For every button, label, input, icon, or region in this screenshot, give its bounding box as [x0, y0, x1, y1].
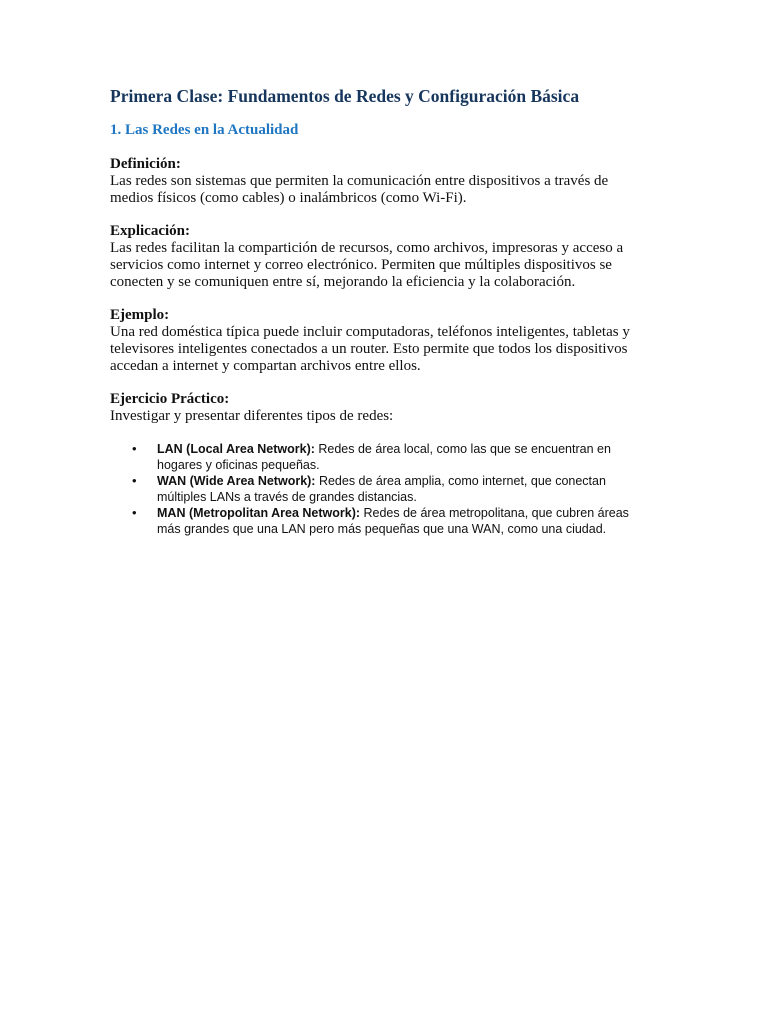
example-text: Una red doméstica típica puede incluir computadoras, teléfonos inteligentes, tabletas y televisores inteligentes conectados a un router. Esto permite que todos los dispositivos accedan a internet y compartan archivos entre ellos.	[110, 324, 630, 374]
explanation-block	[110, 223, 655, 291]
example-block	[110, 307, 655, 375]
lan-description: Redes de área local, como las que se encuentran en hogares y oficinas pequeñas.	[157, 442, 611, 472]
document-title: Primera Clase: Fundamentos de Redes y Configuración Básica	[110, 86, 580, 106]
definition-text: Las redes son sistemas que permiten la comunicación entre dispositivos a través de medios físicos (como cables) o inalámbricos (como Wi-Fi).	[110, 173, 609, 206]
list-item-man	[110, 505, 655, 537]
bullet-icon: •	[132, 473, 137, 488]
definition-label: Definición:	[110, 156, 181, 172]
explanation-text: Las redes facilitan la compartición de recursos, como archivos, impresoras y acceso a servicios como internet y correo electrónico. Permiten que múltiples dispositivos se conecten y se comuniquen entre sí, mejorando la eficiencia y la colaboración.	[110, 240, 624, 290]
section-heading: 1. Las Redes en la Actualidad	[110, 122, 299, 138]
man-term: MAN (Metropolitan Area Network):	[157, 506, 361, 520]
definition-block	[110, 156, 655, 207]
example-label: Ejemplo:	[110, 307, 170, 323]
list-item-lan	[110, 441, 655, 473]
network-types-list	[110, 441, 655, 537]
man-description: Redes de área metropolitana, que cubren áreas más grandes que una LAN pero más pequeñas que una WAN, como una ciudad.	[157, 506, 629, 536]
explanation-label: Explicación:	[110, 223, 191, 239]
bullet-icon: •	[132, 505, 137, 520]
list-item-wan	[110, 473, 655, 505]
exercise-text: Investigar y presentar diferentes tipos de redes:	[110, 408, 394, 424]
exercise-label: Ejercicio Práctico:	[110, 391, 230, 407]
bullet-icon: •	[132, 441, 137, 456]
wan-term: WAN (Wide Area Network):	[157, 474, 316, 488]
document-content	[110, 86, 655, 537]
exercise-block	[110, 391, 655, 425]
wan-description: Redes de área amplia, como internet, que conectan múltiples LANs a través de grandes distancias.	[157, 474, 606, 504]
lan-term: LAN (Local Area Network):	[157, 442, 315, 456]
